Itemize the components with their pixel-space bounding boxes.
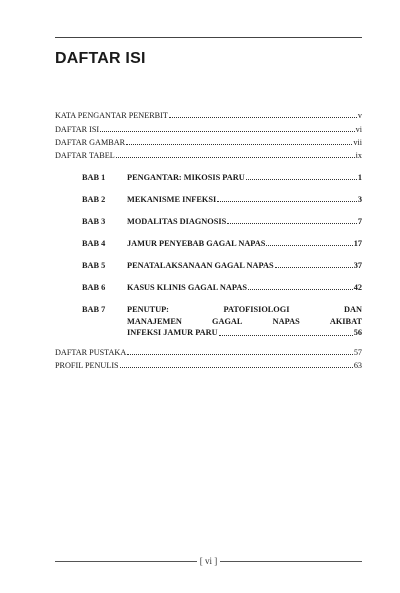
chapter-page: 56 [353, 328, 362, 338]
page-title: DAFTAR ISI [55, 50, 146, 67]
back-matter-list [55, 345, 362, 372]
chapter-number: BAB 5 [82, 261, 106, 271]
chapter-title-word: GAGAL [212, 316, 243, 326]
chapter-entry[interactable] [55, 271, 362, 293]
dot-leader [219, 335, 353, 336]
toc-entry-label: DAFTAR PUSTAKA [55, 347, 127, 357]
toc-entry-label: DAFTAR ISI [55, 124, 100, 134]
dot-leader [116, 157, 355, 158]
chapter-page: 37 [353, 261, 362, 271]
footer-rule-right [220, 561, 362, 562]
chapter-title: KASUS KLINIS GAGAL NAPAS [127, 283, 247, 293]
chapter-page: 42 [353, 283, 362, 293]
dot-leader [227, 223, 357, 224]
chapter-page: 1 [357, 173, 362, 183]
dot-leader [246, 179, 357, 180]
dot-leader [169, 117, 357, 118]
toc-entry-page: 57 [353, 347, 362, 357]
chapter-page: 3 [357, 195, 362, 205]
chapter-list [55, 161, 362, 339]
chapter-number: BAB 7 [82, 305, 106, 315]
dot-leader [248, 289, 353, 290]
chapter-number: BAB 3 [82, 217, 106, 227]
top-rule [55, 37, 362, 38]
chapter-title: MODALITAS DIAGNOSIS [127, 217, 227, 227]
toc-entry[interactable] [55, 121, 362, 134]
chapter-number: BAB 1 [82, 173, 106, 183]
chapter-title: PENGANTAR: MIKOSIS PARU [127, 173, 245, 183]
chapter-title [127, 304, 362, 339]
chapter-page: 7 [357, 217, 362, 227]
chapter-entry[interactable] [55, 227, 362, 249]
dot-leader [126, 144, 352, 145]
chapter-title: PENATALAKSANAAN GAGAL NAPAS [127, 261, 274, 271]
toc-entry[interactable] [55, 135, 362, 148]
chapter-title-line: INFEKSI JAMUR PARU [127, 328, 218, 338]
chapter-number: BAB 6 [82, 283, 106, 293]
dot-leader [120, 367, 353, 368]
chapter-number: BAB 4 [82, 239, 106, 249]
chapter-entry[interactable] [55, 249, 362, 271]
chapter-title-word: PATOFISIOLOGI [223, 305, 290, 315]
toc-entry-page: 63 [353, 361, 362, 371]
chapter-title-word: DAN [344, 305, 362, 315]
toc-entry-label: PROFIL PENULIS [55, 361, 119, 371]
front-matter-list [55, 108, 362, 161]
footer-rule-left [55, 561, 197, 562]
toc-entry-page: vi [355, 124, 362, 134]
chapter-title-word: PENUTUP: [127, 305, 169, 315]
toc-entry-page: vii [353, 137, 362, 147]
chapter-entry[interactable] [55, 293, 362, 339]
toc-entry[interactable] [55, 345, 362, 358]
chapter-title-word: AKIBAT [329, 316, 362, 326]
dot-leader [217, 201, 357, 202]
footer-page-number: [ vi ] [199, 556, 218, 566]
toc-entry-label: DAFTAR GAMBAR [55, 137, 126, 147]
dot-leader [266, 245, 352, 246]
dot-leader [100, 131, 354, 132]
toc-entry[interactable] [55, 358, 362, 371]
toc-entry[interactable] [55, 108, 362, 121]
chapter-title-word: NAPAS [272, 316, 300, 326]
dot-leader [275, 267, 353, 268]
chapter-title: JAMUR PENYEBAB GAGAL NAPAS [127, 239, 266, 249]
chapter-title: MEKANISME INFEKSI [127, 195, 217, 205]
chapter-page: 17 [353, 239, 362, 249]
chapter-entry[interactable] [55, 183, 362, 205]
chapter-number: BAB 2 [82, 195, 106, 205]
chapter-entry[interactable] [55, 161, 362, 183]
dot-leader [127, 354, 353, 355]
toc-entry-page: ix [355, 151, 362, 161]
page-footer [55, 556, 362, 566]
toc-entry-page: v [357, 111, 362, 121]
chapter-entry[interactable] [55, 205, 362, 227]
toc-entry-label: KATA PENGANTAR PENERBIT [55, 111, 168, 121]
table-of-contents [55, 108, 362, 371]
toc-entry[interactable] [55, 148, 362, 161]
chapter-title-word: MANAJEMEN [127, 316, 182, 326]
toc-entry-label: DAFTAR TABEL [55, 151, 115, 161]
